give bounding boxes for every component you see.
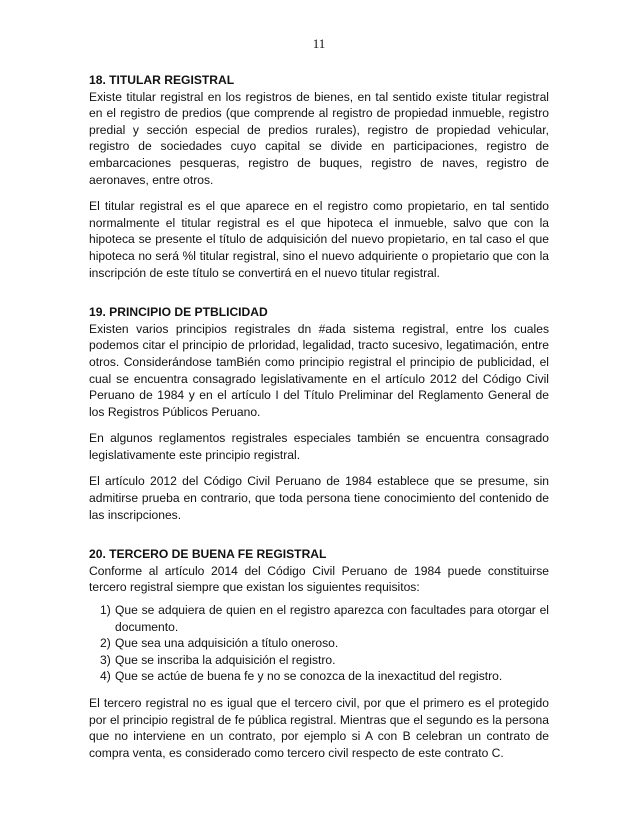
- list-item-text: Que se adquiera de quien en el registro aparezca con facultades para otorgar el documento.: [115, 603, 549, 634]
- paragraph: En algunos reglamentos registrales especiales también se encuentra consagrado legislativamente este principio registral.: [89, 431, 549, 462]
- paragraph: El titular registral es el que aparece en el registro como propietario, en tal sentido normalmente el titular registral es el que hipoteca el inmueble, salvo que con la hipoteca se presente el título de adquisición del nuevo propietario, en tal caso el que hipoteca no será %l titular registral, sino el nuevo adquiriente o propietario que con la inscripción de este título se convertirá en el nuevo titular registral.: [89, 199, 549, 280]
- list-item: [100, 668, 549, 685]
- paragraph: El artículo 2012 del Código Civil Peruano de 1984 establece que se presume, sin admitirse prueba en contrario, que toda persona tiene conocimiento del contenido de las inscripciones.: [89, 474, 549, 522]
- list-number: 1): [100, 603, 111, 618]
- list-item: [100, 652, 549, 669]
- list-item-text: Que se inscriba la adquisición el registro.: [115, 652, 336, 667]
- list-item: [100, 635, 549, 652]
- section-principio-publicidad: [89, 304, 549, 523]
- paragraph: Conforme al artículo 2014 del Código Civil Peruano de 1984 puede constituirse tercero registral siempre que existan los siguientes requisitos:: [89, 563, 549, 595]
- section-heading: 18. TITULAR REGISTRAL: [89, 73, 235, 87]
- section-heading: 19. PRINCIPIO DE PTBLICIDAD: [89, 305, 268, 320]
- section-tercero-buena-fe: [89, 546, 549, 761]
- page-number: 11: [312, 36, 326, 51]
- section-heading: 20. TERCERO DE BUENA FE REGISTRAL: [89, 547, 327, 562]
- section-titular-registral: [89, 72, 549, 281]
- list-number: 2): [100, 636, 111, 651]
- list-number: 4): [100, 669, 111, 684]
- requirements-list: [89, 602, 549, 685]
- paragraph: Existen varios principios registrales dn #ada sistema registral, entre los cuales podemos citar el principio de prloridad, legalidad, tracto sucesivo, legatimación, entre otros. Considerándose tamBién como principio registral el principio de publicidad, el cual se encuentra consagrado legislativamente en el artículo 2012 del Código Civil Peruano de 1984 y en el artículo I del Título Preliminar del Reglamento General de los Registros Públicos Peruano.: [89, 321, 549, 419]
- paragraph: El tercero registral no es igual que el tercero civil, por que el primero es el protegido por el principio registral de fe pública registral. Mientras que el segundo es la persona que no interviene en un contrato, por ejemplo si A con B celebran un contrato de compra venta, es considerado como tercero civil respecto de este contrato C.: [89, 696, 549, 760]
- paragraph: Existe titular registral en los registros de bienes, en tal sentido existe titular registral en el registro de predios (que comprende al registro de propiedad inmueble, registro predial y sección especial de predios rurales), registro de propiedad vehicular, registro de sociedades cuyo capital se divide en participaciones, registro de embarcaciones pesqueras, registro de buques, registro de naves, registro de aeronaves, entre otros.: [89, 89, 549, 187]
- list-item-text: Que sea una adquisición a título oneroso.: [115, 636, 339, 651]
- page-content: [89, 72, 549, 761]
- list-item: [100, 602, 549, 635]
- list-item-text: Que se actúe de buena fe y no se conozca de la inexactitud del registro.: [115, 669, 503, 684]
- list-number: 3): [100, 652, 111, 667]
